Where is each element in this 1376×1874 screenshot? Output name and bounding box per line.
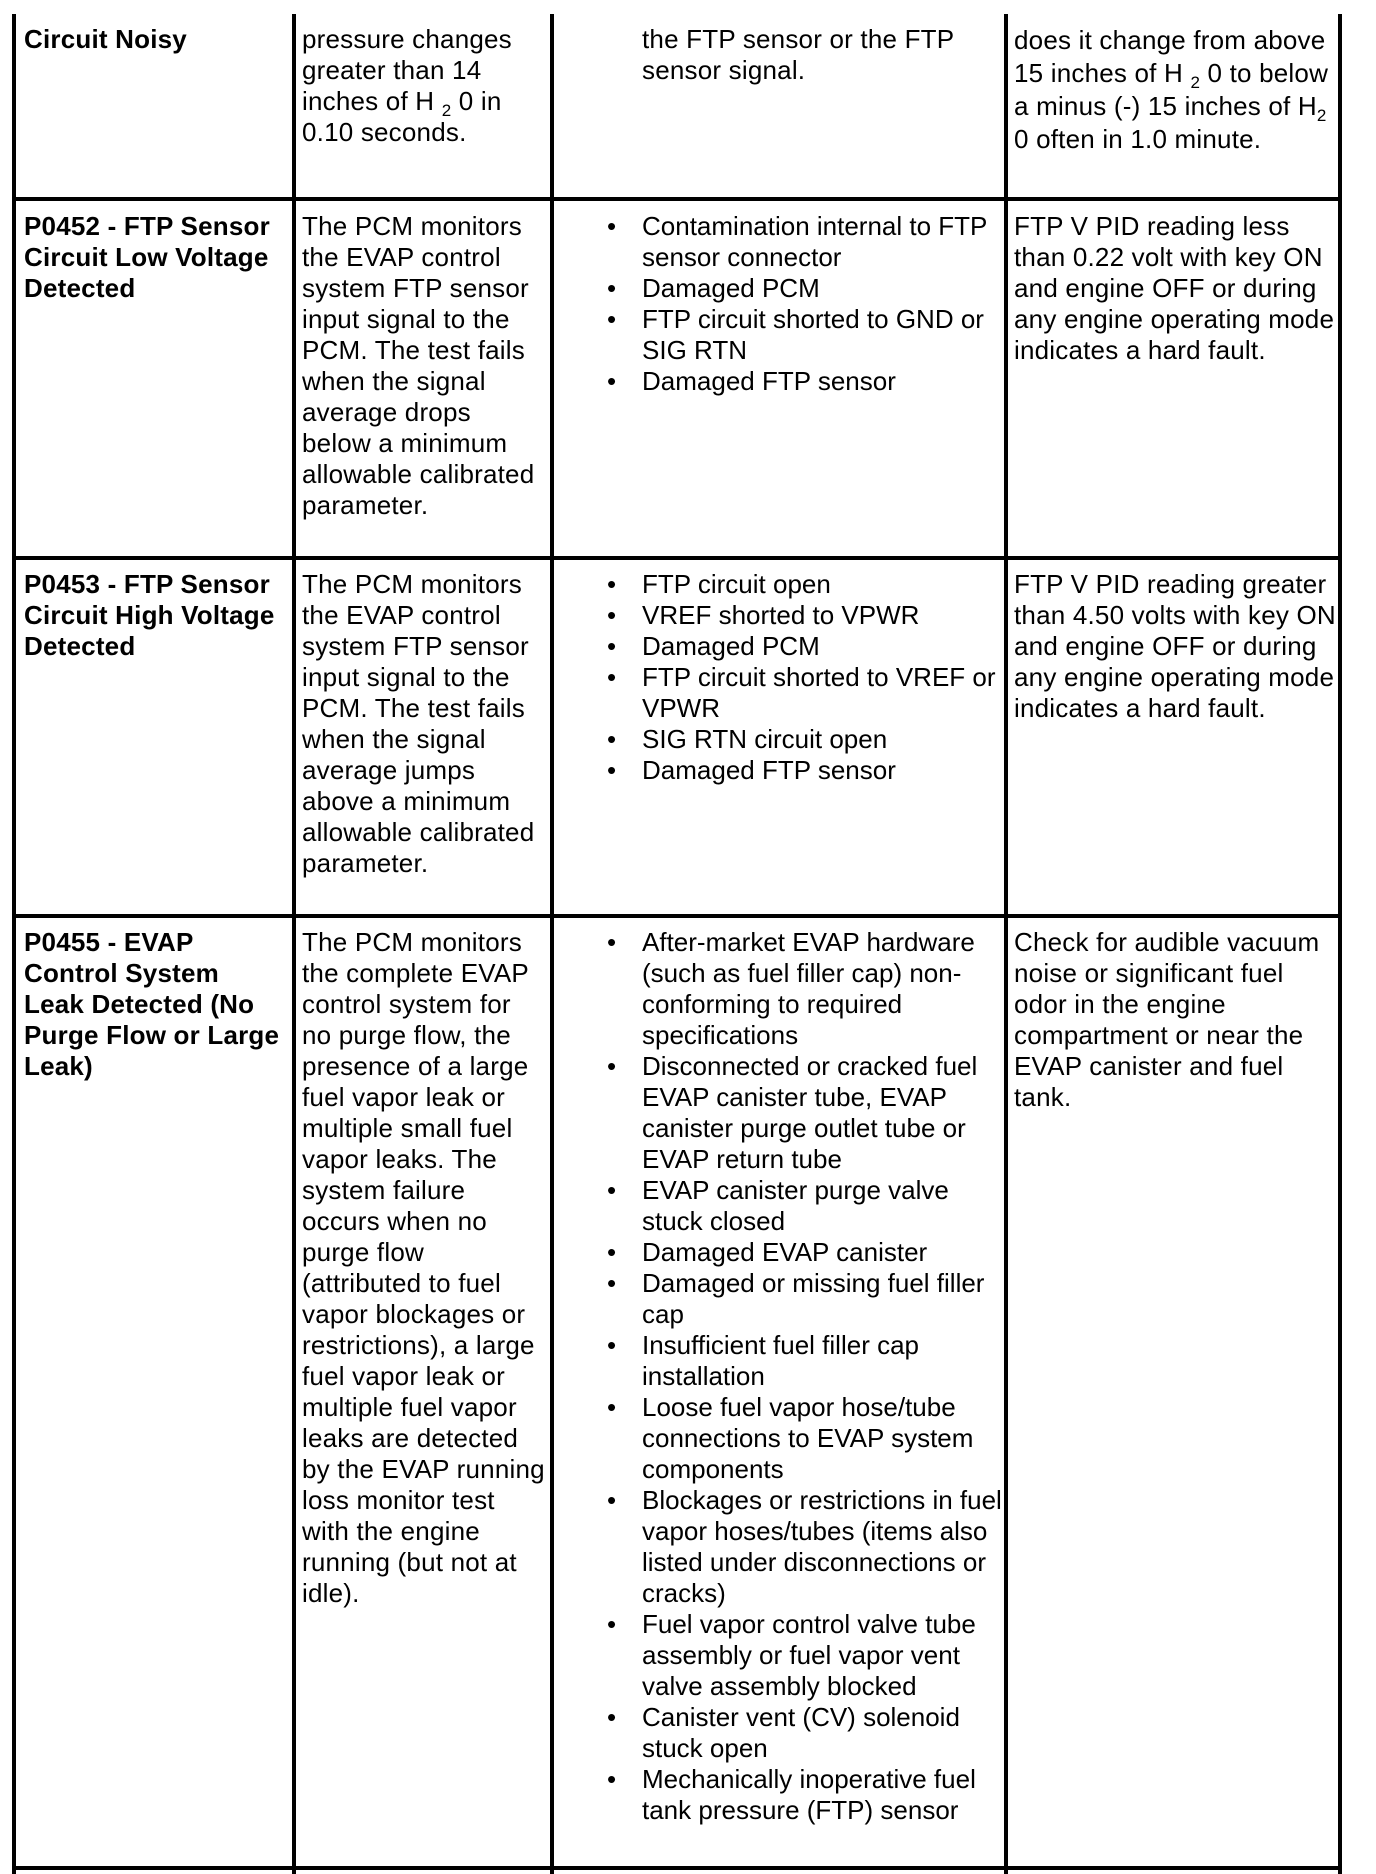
table-row-code: P0453 - FTP Sensor Circuit High Voltage Detected bbox=[24, 569, 275, 661]
row-divider bbox=[14, 556, 1342, 560]
cause-list-item: • Damaged FTP sensor bbox=[642, 366, 1000, 397]
row-divider bbox=[14, 1866, 1342, 1870]
cause-list-item: • FTP circuit shorted to VREF or VPWR bbox=[642, 662, 1000, 724]
cause-list-item: • Blockages or restrictions in fuel vapor hoses/tubes (items also listed under disconnections or cracks) bbox=[642, 1485, 1002, 1609]
cause-list-item: • SIG RTN circuit open bbox=[642, 724, 1000, 755]
table-row-action: does it change from above 15 inches of H $_2$ 0 to below a minus (-) 15 inches of $H_2$ 0 often in 1.0 minute. bbox=[1014, 25, 1329, 154]
table-border-right bbox=[1338, 14, 1342, 1874]
cause-list-item: • Insufficient fuel filler cap installation bbox=[642, 1330, 1002, 1392]
table-row-action: Check for audible vacuum noise or significant fuel odor in the engine compartment or near the EVAP canister and fuel tank. bbox=[1014, 927, 1320, 1112]
row-divider bbox=[14, 914, 1342, 918]
cause-list-item: • FTP circuit shorted to GND or SIG RTN bbox=[642, 304, 1000, 366]
cause-list-item: • Canister vent (CV) solenoid stuck open bbox=[642, 1702, 1002, 1764]
cause-list-item: • Contamination internal to FTP sensor connector bbox=[642, 211, 1000, 273]
cause-list-item: • Disconnected or cracked fuel EVAP canister tube, EVAP canister purge outlet tube or EVAP return tube bbox=[642, 1051, 1002, 1175]
cause-list-item: • Damaged PCM bbox=[642, 273, 1000, 304]
column-divider bbox=[550, 14, 554, 1874]
cause-list-item: • VREF shorted to VPWR bbox=[642, 600, 1000, 631]
cause-list-item: • FTP circuit open bbox=[642, 569, 1000, 600]
cause-list-item: • Damaged or missing fuel filler cap bbox=[642, 1268, 1002, 1330]
table-row-description: The PCM monitors the complete EVAP control system for no purge flow, the presence of a large fuel vapor leak or multiple small fuel vapor leaks. The system failure occurs when no purge flow (attributed to fuel vapor blockages or restrictions), a large fuel vapor leak or multiple fuel vapor leaks are detected by the EVAP running loss monitor test with the engine running (but not at idle). bbox=[302, 927, 545, 1608]
table-row-causes bbox=[642, 211, 1000, 397]
table-row-description: pressure changes greater than 14 inches of H $_2$ 0 in 0.10 seconds. bbox=[302, 24, 512, 147]
cause-list-item: • Mechanically inoperative fuel tank pressure (FTP) sensor bbox=[642, 1764, 1002, 1826]
table-row-description: The PCM monitors the EVAP control system FTP sensor input signal to the PCM. The test fails when the signal average drops below a minimum allowable calibrated parameter. bbox=[302, 211, 535, 520]
cause-list-item: • Damaged FTP sensor bbox=[642, 755, 1000, 786]
cause-list-item: • Fuel vapor control valve tube assembly or fuel vapor vent valve assembly blocked bbox=[642, 1609, 1002, 1702]
table-row-causes bbox=[642, 569, 1000, 786]
table-border-left bbox=[12, 14, 16, 1874]
table-row-description: The PCM monitors the EVAP control system FTP sensor input signal to the PCM. The test fails when the signal average jumps above a minimum allowable calibrated parameter. bbox=[302, 569, 535, 878]
table-row-causes bbox=[642, 927, 1002, 1826]
table-row-code: P0455 - EVAP Control System Leak Detected (No Purge Flow or Large Leak) bbox=[24, 927, 280, 1081]
table-row-action: FTP V PID reading less than 0.22 volt with key ON and engine OFF or during any engine operating mode indicates a hard fault. bbox=[1014, 211, 1335, 365]
table-row-code: Circuit Noisy bbox=[24, 24, 187, 54]
cause-list-item: • EVAP canister purge valve stuck closed bbox=[642, 1175, 1002, 1237]
table-row-action: FTP V PID reading greater than 4.50 volts with key ON and engine OFF or during any engine operating mode indicates a hard fault. bbox=[1014, 569, 1336, 723]
row-divider bbox=[14, 197, 1342, 201]
table-row-code: P0452 - FTP Sensor Circuit Low Voltage Detected bbox=[24, 211, 270, 303]
column-divider bbox=[1004, 14, 1008, 1874]
cause-list-item: • Damaged EVAP canister bbox=[642, 1237, 1002, 1268]
cause-list-item: • Loose fuel vapor hose/tube connections to EVAP system components bbox=[642, 1392, 1002, 1485]
cause-list-item: • Damaged PCM bbox=[642, 631, 1000, 662]
cause-list-item: • After-market EVAP hardware (such as fuel filler cap) non-conforming to required specifications bbox=[642, 927, 1002, 1051]
column-divider bbox=[292, 14, 296, 1874]
table-row-causes: the FTP sensor or the FTP sensor signal. bbox=[642, 24, 954, 85]
